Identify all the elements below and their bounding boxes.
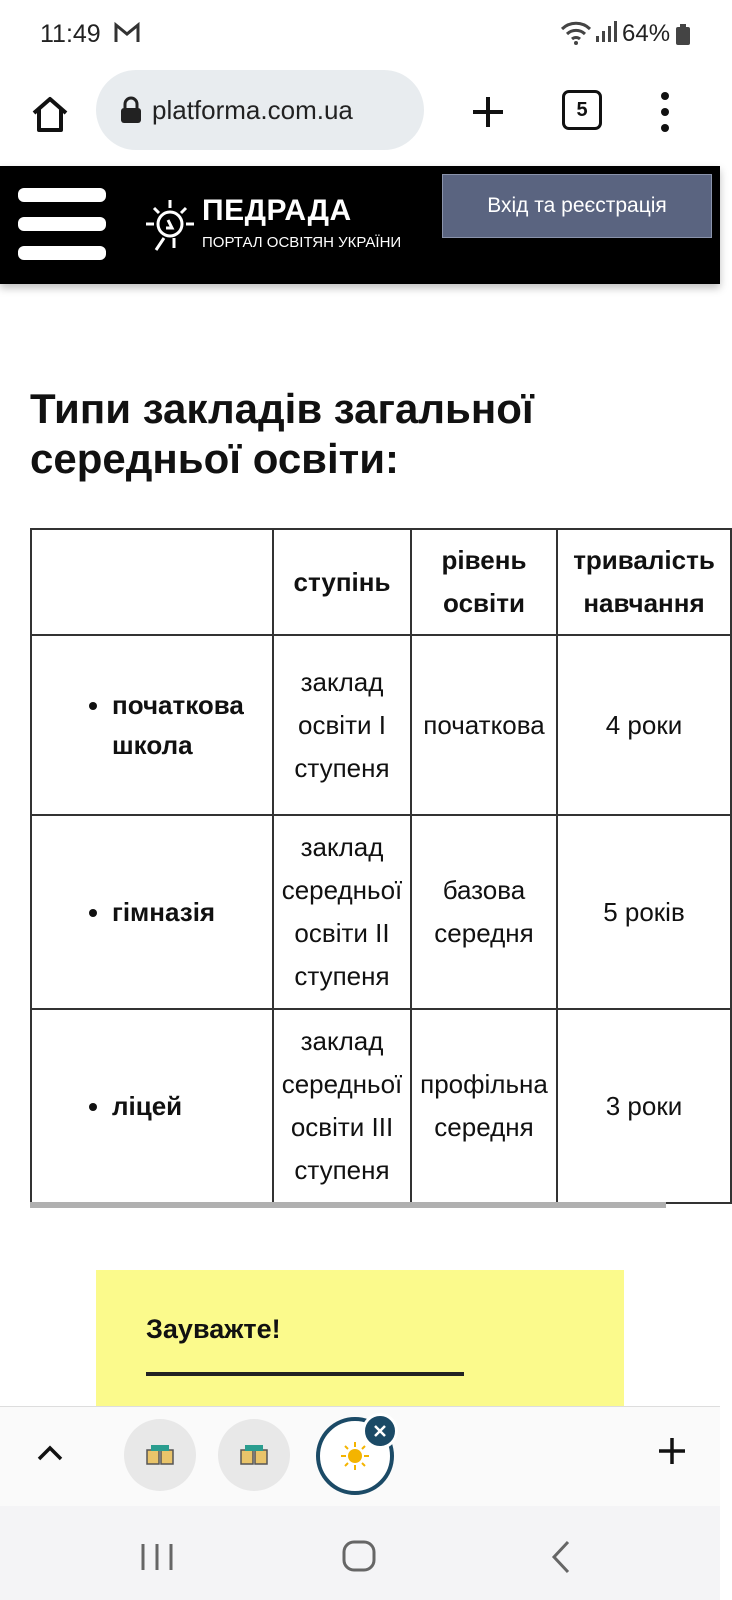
- signal-icon: [594, 20, 618, 49]
- add-tab-button[interactable]: [650, 1429, 694, 1473]
- stage-cell: заклад середньої освіти III ступеня: [273, 1009, 411, 1203]
- site-header: [0, 166, 720, 284]
- address-bar[interactable]: [96, 70, 424, 150]
- stage-cell: заклад освіти I ступеня: [273, 635, 411, 815]
- school-type: • гімназія: [112, 892, 272, 932]
- site-logo[interactable]: [140, 192, 400, 262]
- wifi-icon: [560, 20, 592, 51]
- plus-icon: [657, 1436, 687, 1466]
- back-button[interactable]: [550, 1540, 572, 1579]
- book-favicon-icon: [239, 1444, 269, 1466]
- url-text: platforma.com.ua: [152, 94, 353, 125]
- table-header-cell: рівень освіти: [411, 529, 557, 635]
- table-horizontal-scrollbar[interactable]: [30, 1202, 666, 1208]
- battery-icon: [675, 24, 691, 51]
- system-navigation-bar: [0, 1506, 720, 1600]
- recents-icon: [140, 1542, 174, 1572]
- duration-cell: 4 роки: [557, 635, 731, 815]
- browser-toolbar: [0, 66, 720, 166]
- tab-switcher-button[interactable]: 5: [562, 90, 602, 130]
- school-types-table: [30, 528, 732, 1204]
- table-header-row: [31, 529, 731, 635]
- tab-strip: [0, 1406, 720, 1507]
- more-menu-button[interactable]: [640, 82, 690, 142]
- sun-favicon-icon: [340, 1441, 370, 1471]
- close-tab-button[interactable]: [362, 1413, 398, 1449]
- note-divider: [146, 1372, 464, 1376]
- expand-tabs-button[interactable]: [30, 1433, 70, 1473]
- table-row: [31, 815, 731, 1009]
- level-cell: профільна середня: [411, 1009, 557, 1203]
- dot-icon: [661, 124, 669, 132]
- dot-icon: [661, 108, 669, 116]
- level-cell: початкова: [411, 635, 557, 815]
- note-title: Зауважте!: [146, 1314, 281, 1344]
- chevron-up-icon: [37, 1445, 63, 1461]
- status-time: 11:49: [40, 20, 101, 48]
- close-icon: [373, 1424, 387, 1438]
- back-arrow-icon: [550, 1540, 572, 1574]
- lightbulb-icon: [140, 196, 196, 256]
- login-register-button[interactable]: Вхід та реєстрація: [442, 174, 712, 238]
- gmail-icon: [114, 22, 140, 49]
- home-button[interactable]: [22, 86, 78, 142]
- lock-icon: [116, 96, 146, 124]
- recent-apps-button[interactable]: [140, 1542, 174, 1577]
- book-favicon-icon: [145, 1444, 175, 1466]
- school-type: • ліцей: [112, 1086, 272, 1126]
- duration-cell: 3 роки: [557, 1009, 731, 1203]
- table-header-cell: ступінь: [273, 529, 411, 635]
- table-header-cell: тривалість навчання: [557, 529, 731, 635]
- page-heading: Типи закладів загальної середньої освіти:: [30, 385, 534, 482]
- school-type-cell: [31, 815, 273, 1009]
- new-tab-button[interactable]: [460, 84, 516, 140]
- system-home-button[interactable]: [342, 1540, 376, 1577]
- plus-icon: [471, 95, 505, 129]
- logo-title: ПЕДРАДА: [202, 194, 352, 227]
- home-circle-icon: [342, 1540, 376, 1572]
- table-row: [31, 635, 731, 815]
- tab-thumbnail[interactable]: [124, 1419, 196, 1491]
- duration-cell: 5 років: [557, 815, 731, 1009]
- status-bar: [0, 0, 720, 66]
- table-header-cell: [31, 529, 273, 635]
- battery-percent: 64%: [622, 20, 671, 47]
- hamburger-menu-button[interactable]: [18, 188, 106, 260]
- dot-icon: [661, 92, 669, 100]
- school-types-table-container[interactable]: [30, 528, 715, 1210]
- school-type-cell: [31, 635, 273, 815]
- home-icon: [30, 95, 70, 133]
- level-cell: базова середня: [411, 815, 557, 1009]
- logo-subtitle: ПОРТАЛ ОСВІТЯН УКРАЇНИ: [202, 234, 402, 251]
- school-type: • початкова школа: [112, 685, 272, 765]
- tab-thumbnail[interactable]: [218, 1419, 290, 1491]
- table-row: [31, 1009, 731, 1203]
- school-type-cell: [31, 1009, 273, 1203]
- stage-cell: заклад середньої освіти II ступеня: [273, 815, 411, 1009]
